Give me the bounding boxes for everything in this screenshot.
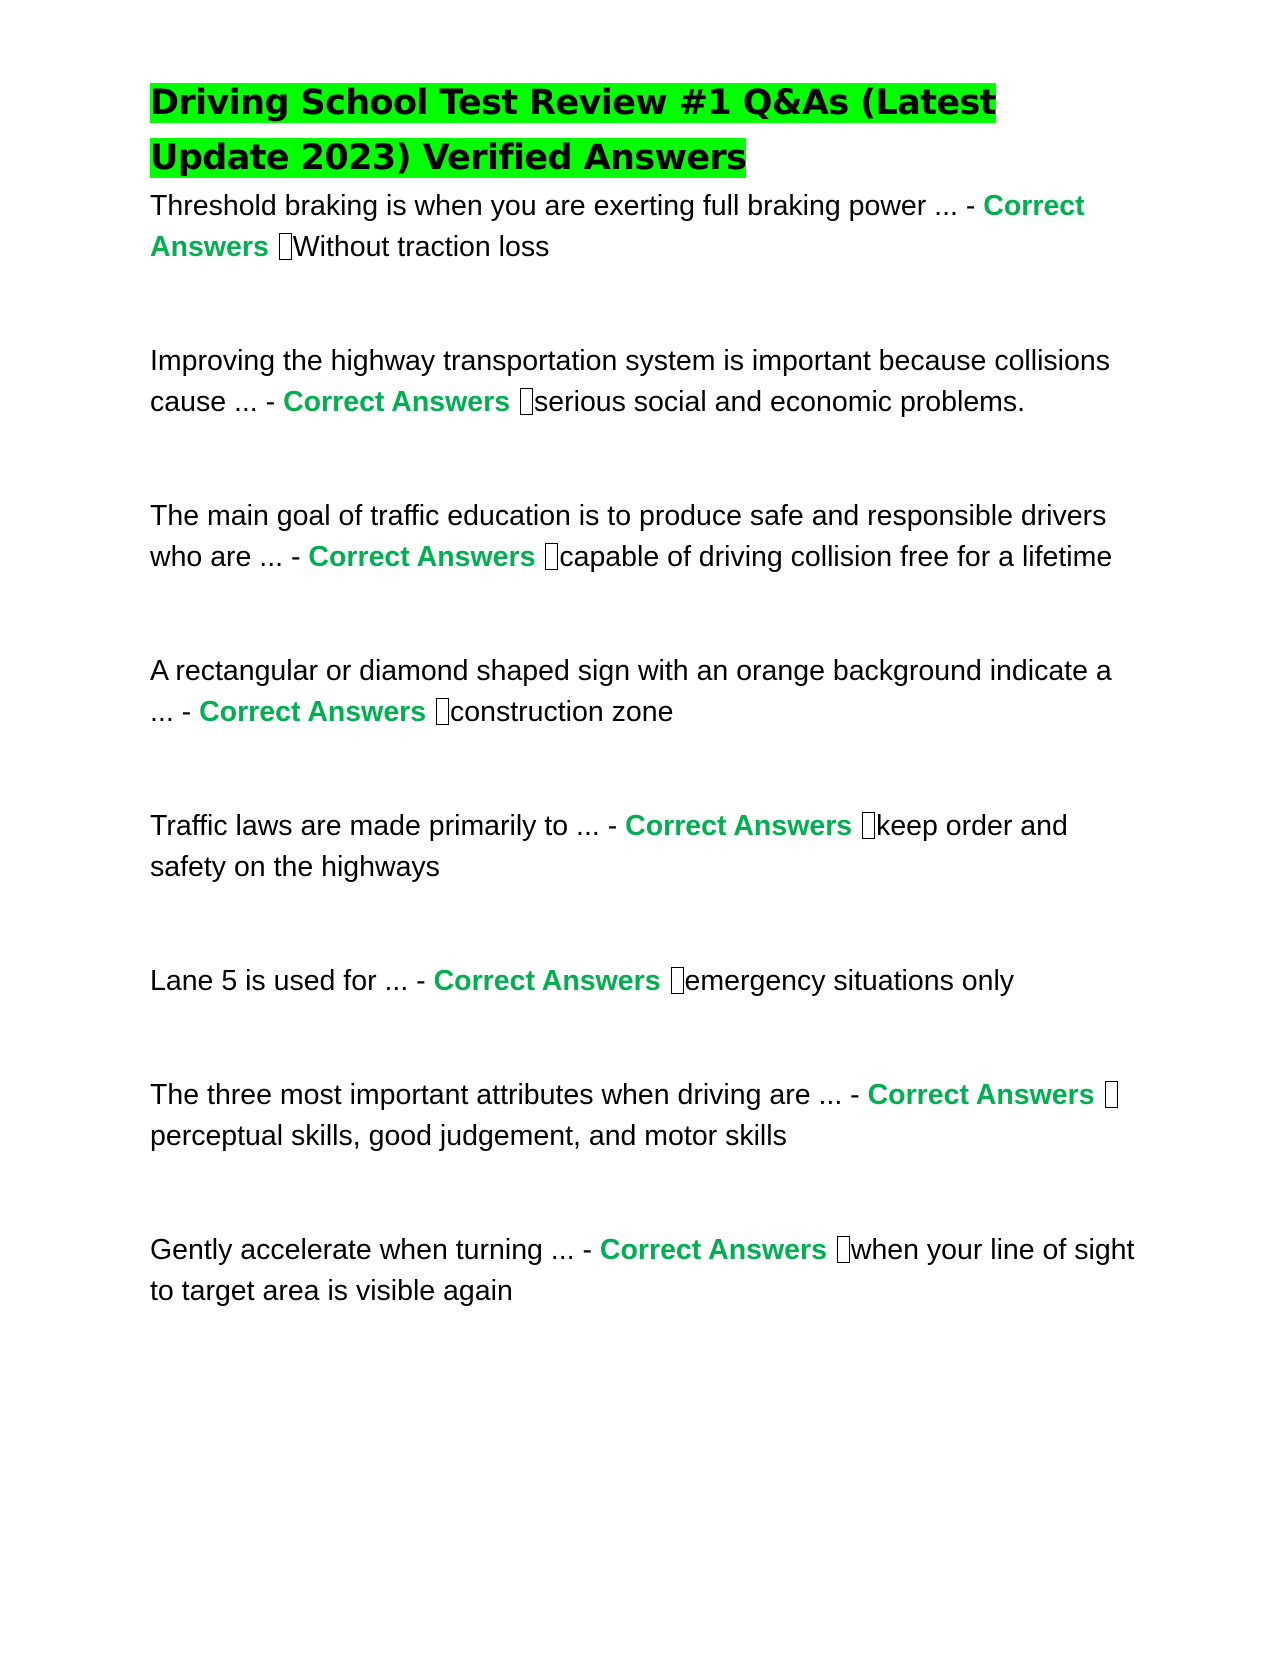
correct-answers-label: Correct Answers xyxy=(308,541,536,573)
correct-answers-label: Correct Answers xyxy=(433,965,661,997)
missing-glyph-box-icon xyxy=(436,698,449,725)
qa-item-4 xyxy=(150,651,1140,733)
missing-glyph-box-icon xyxy=(520,388,533,415)
document-page xyxy=(150,76,1140,1312)
question-text: Lane 5 is used for ... xyxy=(150,965,409,997)
qa-item-3 xyxy=(150,496,1140,578)
separator: - xyxy=(574,1234,600,1266)
question-text: The main goal of traffic education is to produce safe and responsible drivers who are ... xyxy=(150,500,1107,573)
missing-glyph-box-icon xyxy=(671,967,684,994)
question-text: Threshold braking is when you are exerting full braking power ... xyxy=(150,190,958,222)
separator: - xyxy=(173,696,200,728)
qa-item-2 xyxy=(150,341,1140,423)
qa-item-6 xyxy=(150,961,1140,1002)
qa-item-7 xyxy=(150,1075,1140,1157)
separator: - xyxy=(957,190,984,222)
qa-item-8 xyxy=(150,1230,1140,1312)
correct-answers-label: Correct Answers xyxy=(625,810,853,842)
answer-text: keep order and safety on the highways xyxy=(150,810,1068,883)
correct-answers-label: Correct Answers xyxy=(283,386,511,418)
question-text: A rectangular or diamond shaped sign with an orange background indicate a ... xyxy=(150,655,1112,728)
question-text: Gently accelerate when turning ... xyxy=(150,1234,575,1266)
qa-item-1 xyxy=(150,186,1140,268)
answer-text: when your line of sight to target area is visible again xyxy=(150,1234,1135,1307)
question-text: Traffic laws are made primarily to ... xyxy=(150,810,600,842)
answer-text: serious social and economic problems. xyxy=(534,386,1026,418)
separator: - xyxy=(283,541,309,573)
correct-answers-label: Correct Answers xyxy=(199,696,427,728)
answer-text: capable of driving collision free for a lifetime xyxy=(559,541,1113,573)
separator: - xyxy=(599,810,626,842)
answer-text: perceptual skills, good judgement, and motor skills xyxy=(150,1120,787,1152)
question-text: The three most important attributes when driving are ... xyxy=(150,1079,843,1111)
answer-text: emergency situations only xyxy=(684,965,1015,997)
missing-glyph-box-icon xyxy=(837,1236,850,1263)
correct-answers-label: Correct Answers xyxy=(599,1234,827,1266)
missing-glyph-box-icon xyxy=(279,233,292,260)
missing-glyph-box-icon xyxy=(1105,1081,1118,1108)
missing-glyph-box-icon xyxy=(862,812,875,839)
answer-text: construction zone xyxy=(450,696,674,728)
missing-glyph-box-icon xyxy=(545,543,558,570)
separator: - xyxy=(257,386,284,418)
answer-text: Without traction loss xyxy=(292,231,550,263)
qa-item-5 xyxy=(150,806,1140,888)
separator: - xyxy=(842,1079,868,1111)
title-highlight: Driving School Test Review #1 Q&As (Latest Update 2023) Verified Answers xyxy=(150,83,996,178)
correct-answers-label: Correct Answers xyxy=(867,1079,1095,1111)
document-title xyxy=(150,76,1140,186)
separator: - xyxy=(408,965,434,997)
question-text: Improving the highway transportation system is important because collisions cause ... xyxy=(150,345,1110,418)
correct-answers-label: Correct Answers xyxy=(150,190,1085,263)
